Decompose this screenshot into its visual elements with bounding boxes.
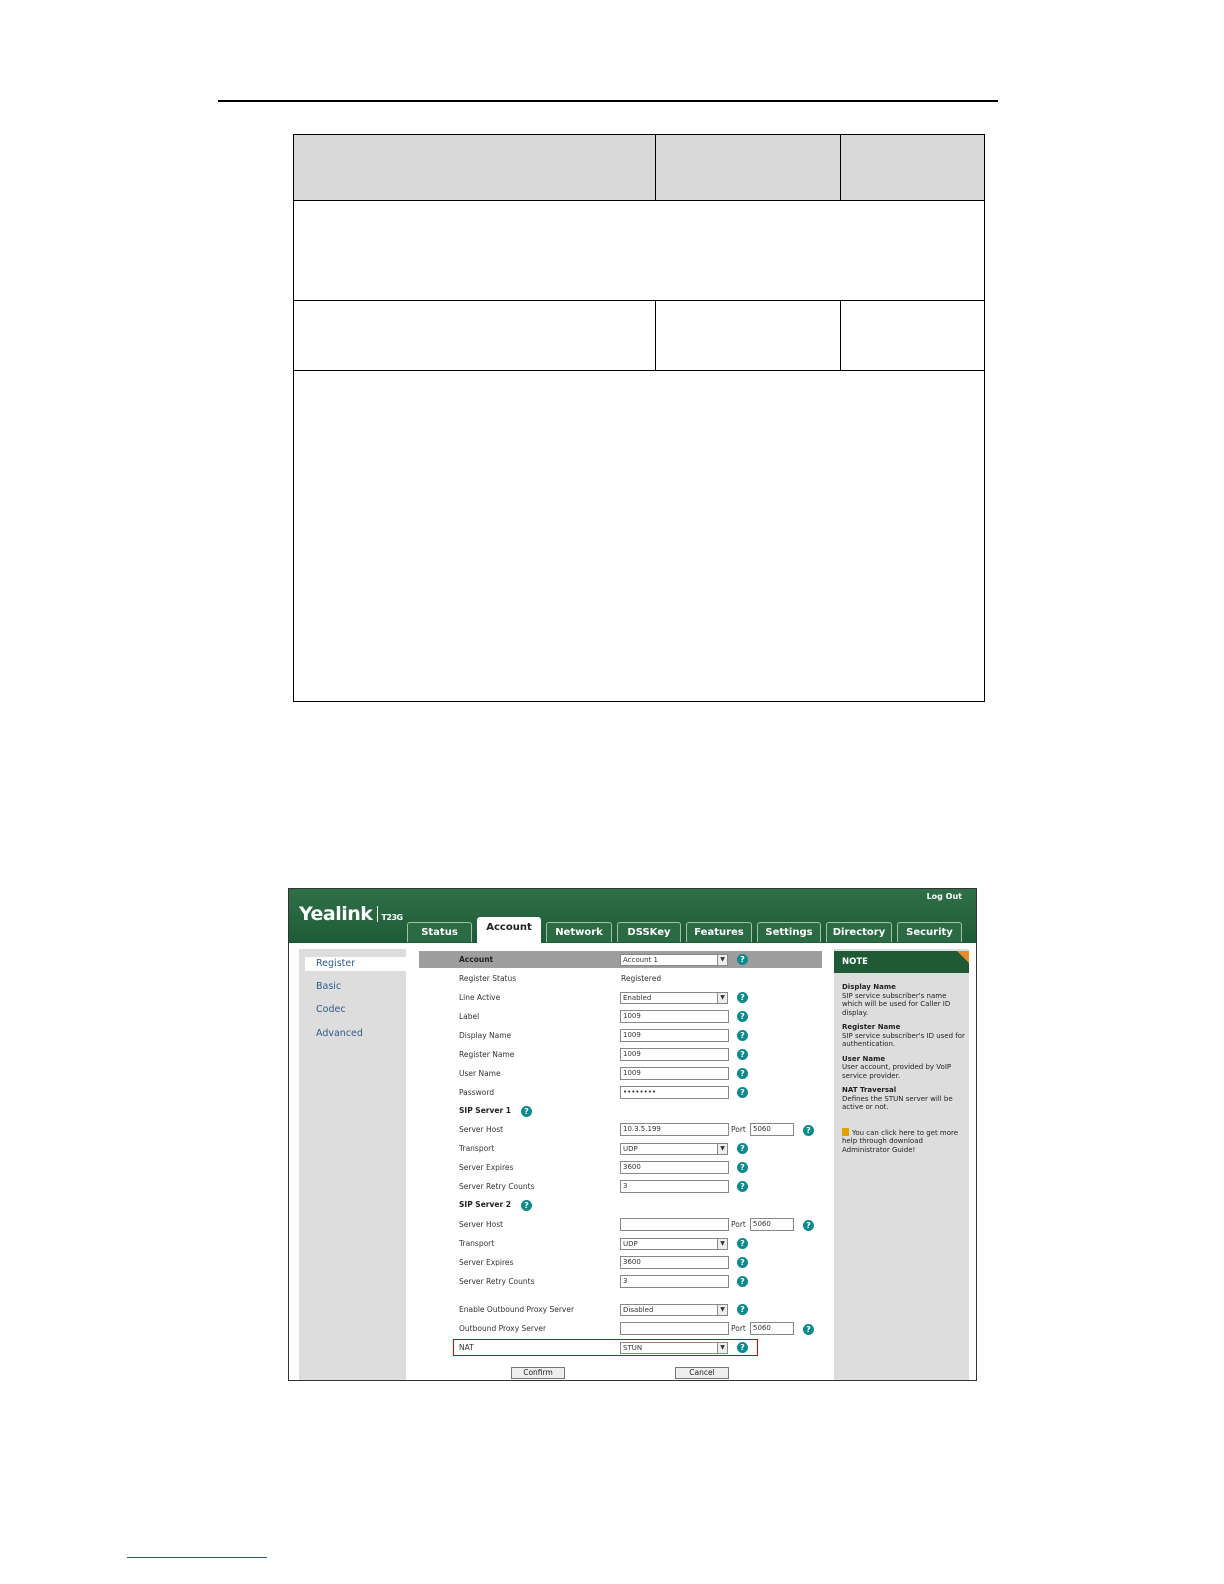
note-corner	[957, 951, 969, 963]
sidebar-item-advanced[interactable]: Advanced	[316, 1028, 363, 1039]
outbound-port-label: Port	[731, 1324, 746, 1333]
outbound-port-input[interactable]: 5060	[750, 1322, 794, 1335]
cancel-button[interactable]: Cancel	[675, 1367, 729, 1379]
server-retry-1-label: Server Retry Counts	[459, 1182, 535, 1191]
help-icon[interactable]: ?	[737, 1049, 748, 1060]
logout-link[interactable]: Log Out	[926, 892, 962, 901]
display-name-input[interactable]: 1009	[620, 1029, 729, 1042]
help-icon[interactable]: ?	[737, 1276, 748, 1287]
account-select[interactable]: Account 1 ▼	[620, 954, 728, 966]
chevron-down-icon: ▼	[717, 955, 727, 965]
table-header-cell	[656, 135, 841, 200]
help-icon[interactable]: ?	[737, 1304, 748, 1315]
sip-server-2-title: SIP Server 2	[459, 1200, 511, 1209]
tab-security[interactable]: Security	[897, 922, 962, 942]
tab-dsskey[interactable]: DSSKey	[617, 922, 681, 942]
tab-features[interactable]: Features	[686, 922, 752, 942]
top-bar	[289, 889, 976, 943]
user-name-label: User Name	[459, 1069, 501, 1078]
sidebar-item-register[interactable]: Register	[305, 957, 406, 971]
help-icon[interactable]: ?	[737, 1011, 748, 1022]
label-input[interactable]: 1009	[620, 1010, 729, 1023]
note-entry: Register Name SIP service subscriber's ID used for authentication.	[842, 1023, 965, 1048]
sidebar	[299, 949, 406, 1381]
server-host-2-label: Server Host	[459, 1220, 504, 1229]
server-expires-2-label: Server Expires	[459, 1258, 514, 1267]
server-expires-1-input[interactable]: 3600	[620, 1161, 729, 1174]
server-expires-2-input[interactable]: 3600	[620, 1256, 729, 1269]
help-icon[interactable]: ?	[737, 1342, 748, 1353]
note-entry: User Name User account, provided by VoIP service provider.	[842, 1054, 952, 1080]
account-label: Account	[459, 955, 494, 964]
transport-2-select[interactable]: UDP ▼	[620, 1238, 728, 1250]
tab-status[interactable]: Status	[407, 922, 472, 942]
line-active-select[interactable]: Enabled ▼	[620, 992, 728, 1004]
user-name-input[interactable]: 1009	[620, 1067, 729, 1080]
chevron-down-icon: ▼	[717, 1239, 727, 1249]
table-header-cell	[294, 135, 656, 200]
note-entry: Display Name SIP service subscriber's name which will be used for Caller ID display.	[842, 983, 951, 1017]
server-host-2-input[interactable]	[620, 1218, 729, 1231]
register-form	[407, 949, 822, 1381]
confirm-button[interactable]: Confirm	[511, 1367, 565, 1379]
chevron-down-icon: ▼	[717, 1343, 727, 1353]
server-expires-1-label: Server Expires	[459, 1163, 514, 1172]
chevron-down-icon: ▼	[717, 1144, 727, 1154]
table-cell	[656, 301, 841, 370]
note-panel	[834, 949, 969, 1381]
guide-book-icon	[842, 1128, 849, 1136]
server-retry-2-input[interactable]: 3	[620, 1275, 729, 1288]
table-cell	[294, 301, 656, 370]
help-icon[interactable]: ?	[803, 1125, 814, 1136]
outbound-server-label: Outbound Proxy Server	[459, 1324, 547, 1333]
port-2-input[interactable]: 5060	[750, 1218, 794, 1231]
help-icon[interactable]: ?	[737, 1181, 748, 1192]
document-table	[293, 134, 985, 702]
transport-2-label: Transport	[459, 1239, 495, 1248]
help-icon[interactable]: ?	[737, 954, 748, 965]
table-row	[294, 301, 984, 371]
port-2-label: Port	[731, 1220, 746, 1229]
register-status-label: Register Status	[459, 974, 517, 983]
sidebar-item-codec[interactable]: Codec	[316, 1004, 346, 1015]
register-name-label: Register Name	[459, 1050, 515, 1059]
help-icon[interactable]: ?	[521, 1200, 532, 1211]
help-icon[interactable]: ?	[737, 1087, 748, 1098]
help-icon[interactable]: ?	[737, 1257, 748, 1268]
help-icon[interactable]: ?	[737, 1238, 748, 1249]
sidebar-item-basic[interactable]: Basic	[316, 981, 342, 992]
port-1-label: Port	[731, 1125, 746, 1134]
nat-label: NAT	[459, 1343, 474, 1352]
help-icon[interactable]: ?	[737, 1030, 748, 1041]
outbound-enable-label: Enable Outbound Proxy Server	[459, 1305, 575, 1314]
web-ui-screenshot	[288, 888, 977, 1381]
header-rule	[218, 100, 998, 102]
outbound-enable-select[interactable]: Disabled ▼	[620, 1304, 728, 1316]
server-host-1-input[interactable]: 10.3.5.199	[620, 1123, 729, 1136]
help-icon[interactable]: ?	[521, 1106, 532, 1117]
help-icon[interactable]: ?	[803, 1220, 814, 1231]
table-row	[294, 371, 984, 701]
server-retry-2-label: Server Retry Counts	[459, 1277, 535, 1286]
display-name-label: Display Name	[459, 1031, 512, 1040]
outbound-server-input[interactable]	[620, 1322, 729, 1335]
label-label: Label	[459, 1012, 480, 1021]
table-header-row	[294, 135, 984, 201]
help-icon[interactable]: ?	[803, 1324, 814, 1335]
tab-directory[interactable]: Directory	[826, 922, 892, 942]
help-icon[interactable]: ?	[737, 992, 748, 1003]
note-title: NOTE	[834, 951, 969, 973]
help-icon[interactable]: ?	[737, 1143, 748, 1154]
password-input[interactable]: ••••••••	[620, 1086, 729, 1099]
transport-1-label: Transport	[459, 1144, 495, 1153]
transport-1-select[interactable]: UDP ▼	[620, 1143, 728, 1155]
guide-link[interactable]: You can click here to get more help through download Administrator Guide!	[842, 1128, 959, 1154]
tab-settings[interactable]: Settings	[757, 922, 821, 942]
chevron-down-icon: ▼	[717, 1305, 727, 1315]
note-body	[842, 983, 966, 1154]
password-label: Password	[459, 1088, 495, 1097]
register-status-value: Registered	[621, 974, 662, 983]
table-row	[294, 201, 984, 301]
sip-server-1-title: SIP Server 1	[459, 1106, 511, 1115]
note-entry: NAT Traversal Defines the STUN server will be active or not.	[842, 1086, 953, 1111]
chevron-down-icon: ▼	[717, 993, 727, 1003]
server-retry-1-input[interactable]: 3	[620, 1180, 729, 1193]
help-icon[interactable]: ?	[737, 1068, 748, 1079]
nat-select[interactable]: STUN ▼	[620, 1342, 728, 1354]
help-icon[interactable]: ?	[737, 1162, 748, 1173]
brand-logo: Yealink T23G	[299, 903, 403, 925]
register-name-input[interactable]: 1009	[620, 1048, 729, 1061]
port-1-input[interactable]: 5060	[750, 1123, 794, 1136]
line-active-label: Line Active	[459, 993, 501, 1002]
server-host-1-label: Server Host	[459, 1125, 504, 1134]
footer-link-underline	[127, 1557, 267, 1558]
tab-network[interactable]: Network	[546, 922, 612, 942]
tab-account[interactable]: Account	[477, 917, 541, 943]
